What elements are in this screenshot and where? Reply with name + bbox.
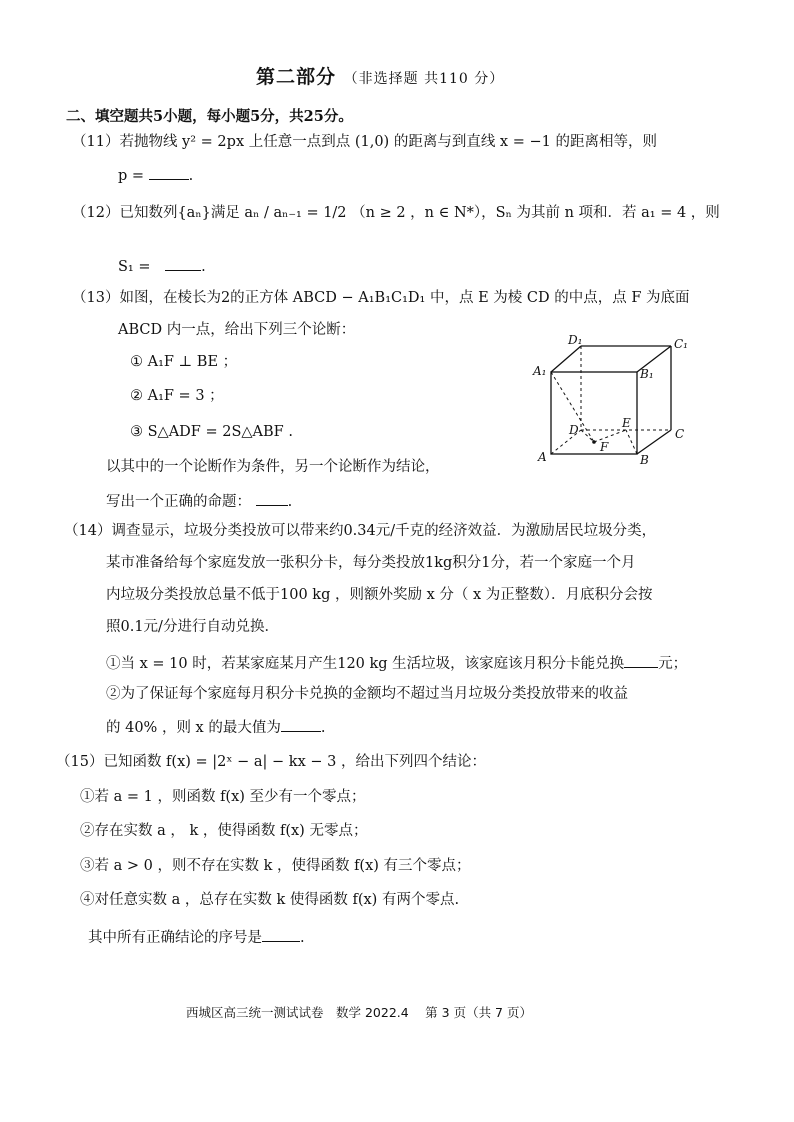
q11-line1: （11）若抛物线 y² = 2px 上任意一点到点 (1,0) 的距离与到直线 x = −1 的距离相等，则 [72, 134, 657, 150]
q13-item-1: ① A₁F ⊥ BE ； [130, 354, 238, 370]
q13-answer-label: 写出一个正确的命题： [106, 494, 251, 510]
q11-answer-label: p = [118, 168, 145, 184]
segment-b-e [626, 430, 637, 454]
segment-f-e [594, 430, 626, 442]
label-c: C [675, 427, 685, 441]
label-d: D [569, 423, 579, 437]
q14-sub1 [106, 653, 687, 673]
q13-line3: 以其中的一个论断作为条件，另一个论断作为结论， [106, 459, 440, 475]
q14-sub2-text: 的 40% ，则 x 的最大值为 [106, 720, 281, 736]
label-d1: D₁ [568, 333, 583, 347]
q15-answer-label: 其中所有正确结论的序号是 [88, 930, 262, 946]
q11-line2: p = . [118, 165, 193, 185]
edge-a1-d1 [551, 346, 581, 372]
q12-answer-blank[interactable] [165, 256, 201, 271]
section-heading: 二、填空题共5小题，每小题5分，共25分。 [66, 108, 353, 125]
q14-line1: （14）调查显示，垃圾分类投放可以带来约0.34元/千克的经济效益．为激励居民垃圾分类， [64, 523, 657, 539]
q13-item-3: ③ S△ADF = 2S△ABF . [130, 424, 293, 440]
q14-sub2-line2: 的 40% ，则 x 的最大值为 . [106, 717, 325, 737]
q13-item-2: ② A₁F = 3 ； [130, 388, 224, 404]
label-b1: B₁ [640, 367, 654, 381]
q15-answer-blank[interactable] [262, 927, 300, 942]
q13-line2: ABCD 内一点，给出下列三个论断： [118, 322, 356, 338]
label-c1: C₁ [674, 337, 688, 351]
point-f [592, 440, 596, 444]
q15-item-2: ②存在实数 a ， k ，使得函数 f(x) 无零点； [80, 823, 368, 839]
q15-item-4: ④对任意实数 a ，总存在实数 k 使得函数 f(x) 有两个零点. [80, 892, 460, 908]
q14-sub2-blank[interactable] [281, 717, 321, 732]
edge-b-c [637, 430, 671, 454]
q12-answer-label: S₁ = [118, 259, 151, 275]
q15-line1: （15）已知函数 f(x) = |2ˣ − a| − kx − 3 ，给出下列四个结论： [56, 754, 486, 770]
q14-sub2-line1: ②为了保证每个家庭每月积分卡兑换的金额均不超过当月垃圾分类投放带来的收益 [106, 686, 628, 702]
q14-line4: 照0.1元/分进行自动兑换． [106, 619, 279, 635]
q14-sub1-unit: 元； [658, 656, 688, 672]
q15-item-3: ③若 a > 0 ，则不存在实数 k ，使得函数 f(x) 有三个零点； [80, 858, 471, 874]
cube-figure [526, 330, 696, 470]
q14-sub1-blank[interactable] [624, 653, 658, 668]
q13-line1: （13）如图，在棱长为2的正方体 ABCD − A₁B₁C₁D₁ 中，点 E 为棱 CD 的中点，点 F 为底面 [72, 290, 690, 306]
page-title [256, 62, 504, 89]
q12-line2: S₁ = . [118, 256, 206, 276]
part-subtitle: （非选择题 共110 分） [343, 71, 505, 87]
q13-answer-blank[interactable] [256, 491, 288, 506]
q13-line4: 写出一个正确的命题： . [106, 491, 292, 511]
segment-d-f [581, 430, 594, 442]
q15-last: 其中所有正确结论的序号是 . [88, 927, 305, 947]
label-a: A [538, 450, 547, 464]
q14-sub1-text: ①当 x = 10 时，若某家庭某月产生120 kg 生活垃圾，该家庭该月积分卡能兑换 [106, 656, 625, 672]
label-f: F [600, 440, 609, 454]
label-b: B [640, 453, 649, 467]
part-title: 第二部分 [256, 66, 337, 88]
label-a1: A₁ [533, 364, 547, 378]
q11-answer-blank[interactable] [149, 165, 189, 180]
page-footer: 西城区高三统一测试试卷 数学 2022.4 第 3 页（共 7 页） [186, 1005, 532, 1020]
label-e: E [622, 416, 631, 430]
q12-line1: （12）已知数列{aₙ}满足 aₙ / aₙ₋₁ = 1/2 （n ≥ 2 ，n ∈ N*），Sₙ 为其前 n 项和．若 a₁ = 4 ，则 [72, 205, 720, 221]
q14-line3: 内垃圾分类投放总量不低于100 kg ，则额外奖励 x 分（ x 为正整数）．月底积分会按 [106, 587, 653, 603]
q15-item-1: ①若 a = 1 ，则函数 f(x) 至少有一个零点； [80, 789, 366, 805]
q14-line2: 某市准备给每个家庭发放一张积分卡，每分类投放1kg积分1分，若一个家庭一个月 [106, 555, 636, 571]
